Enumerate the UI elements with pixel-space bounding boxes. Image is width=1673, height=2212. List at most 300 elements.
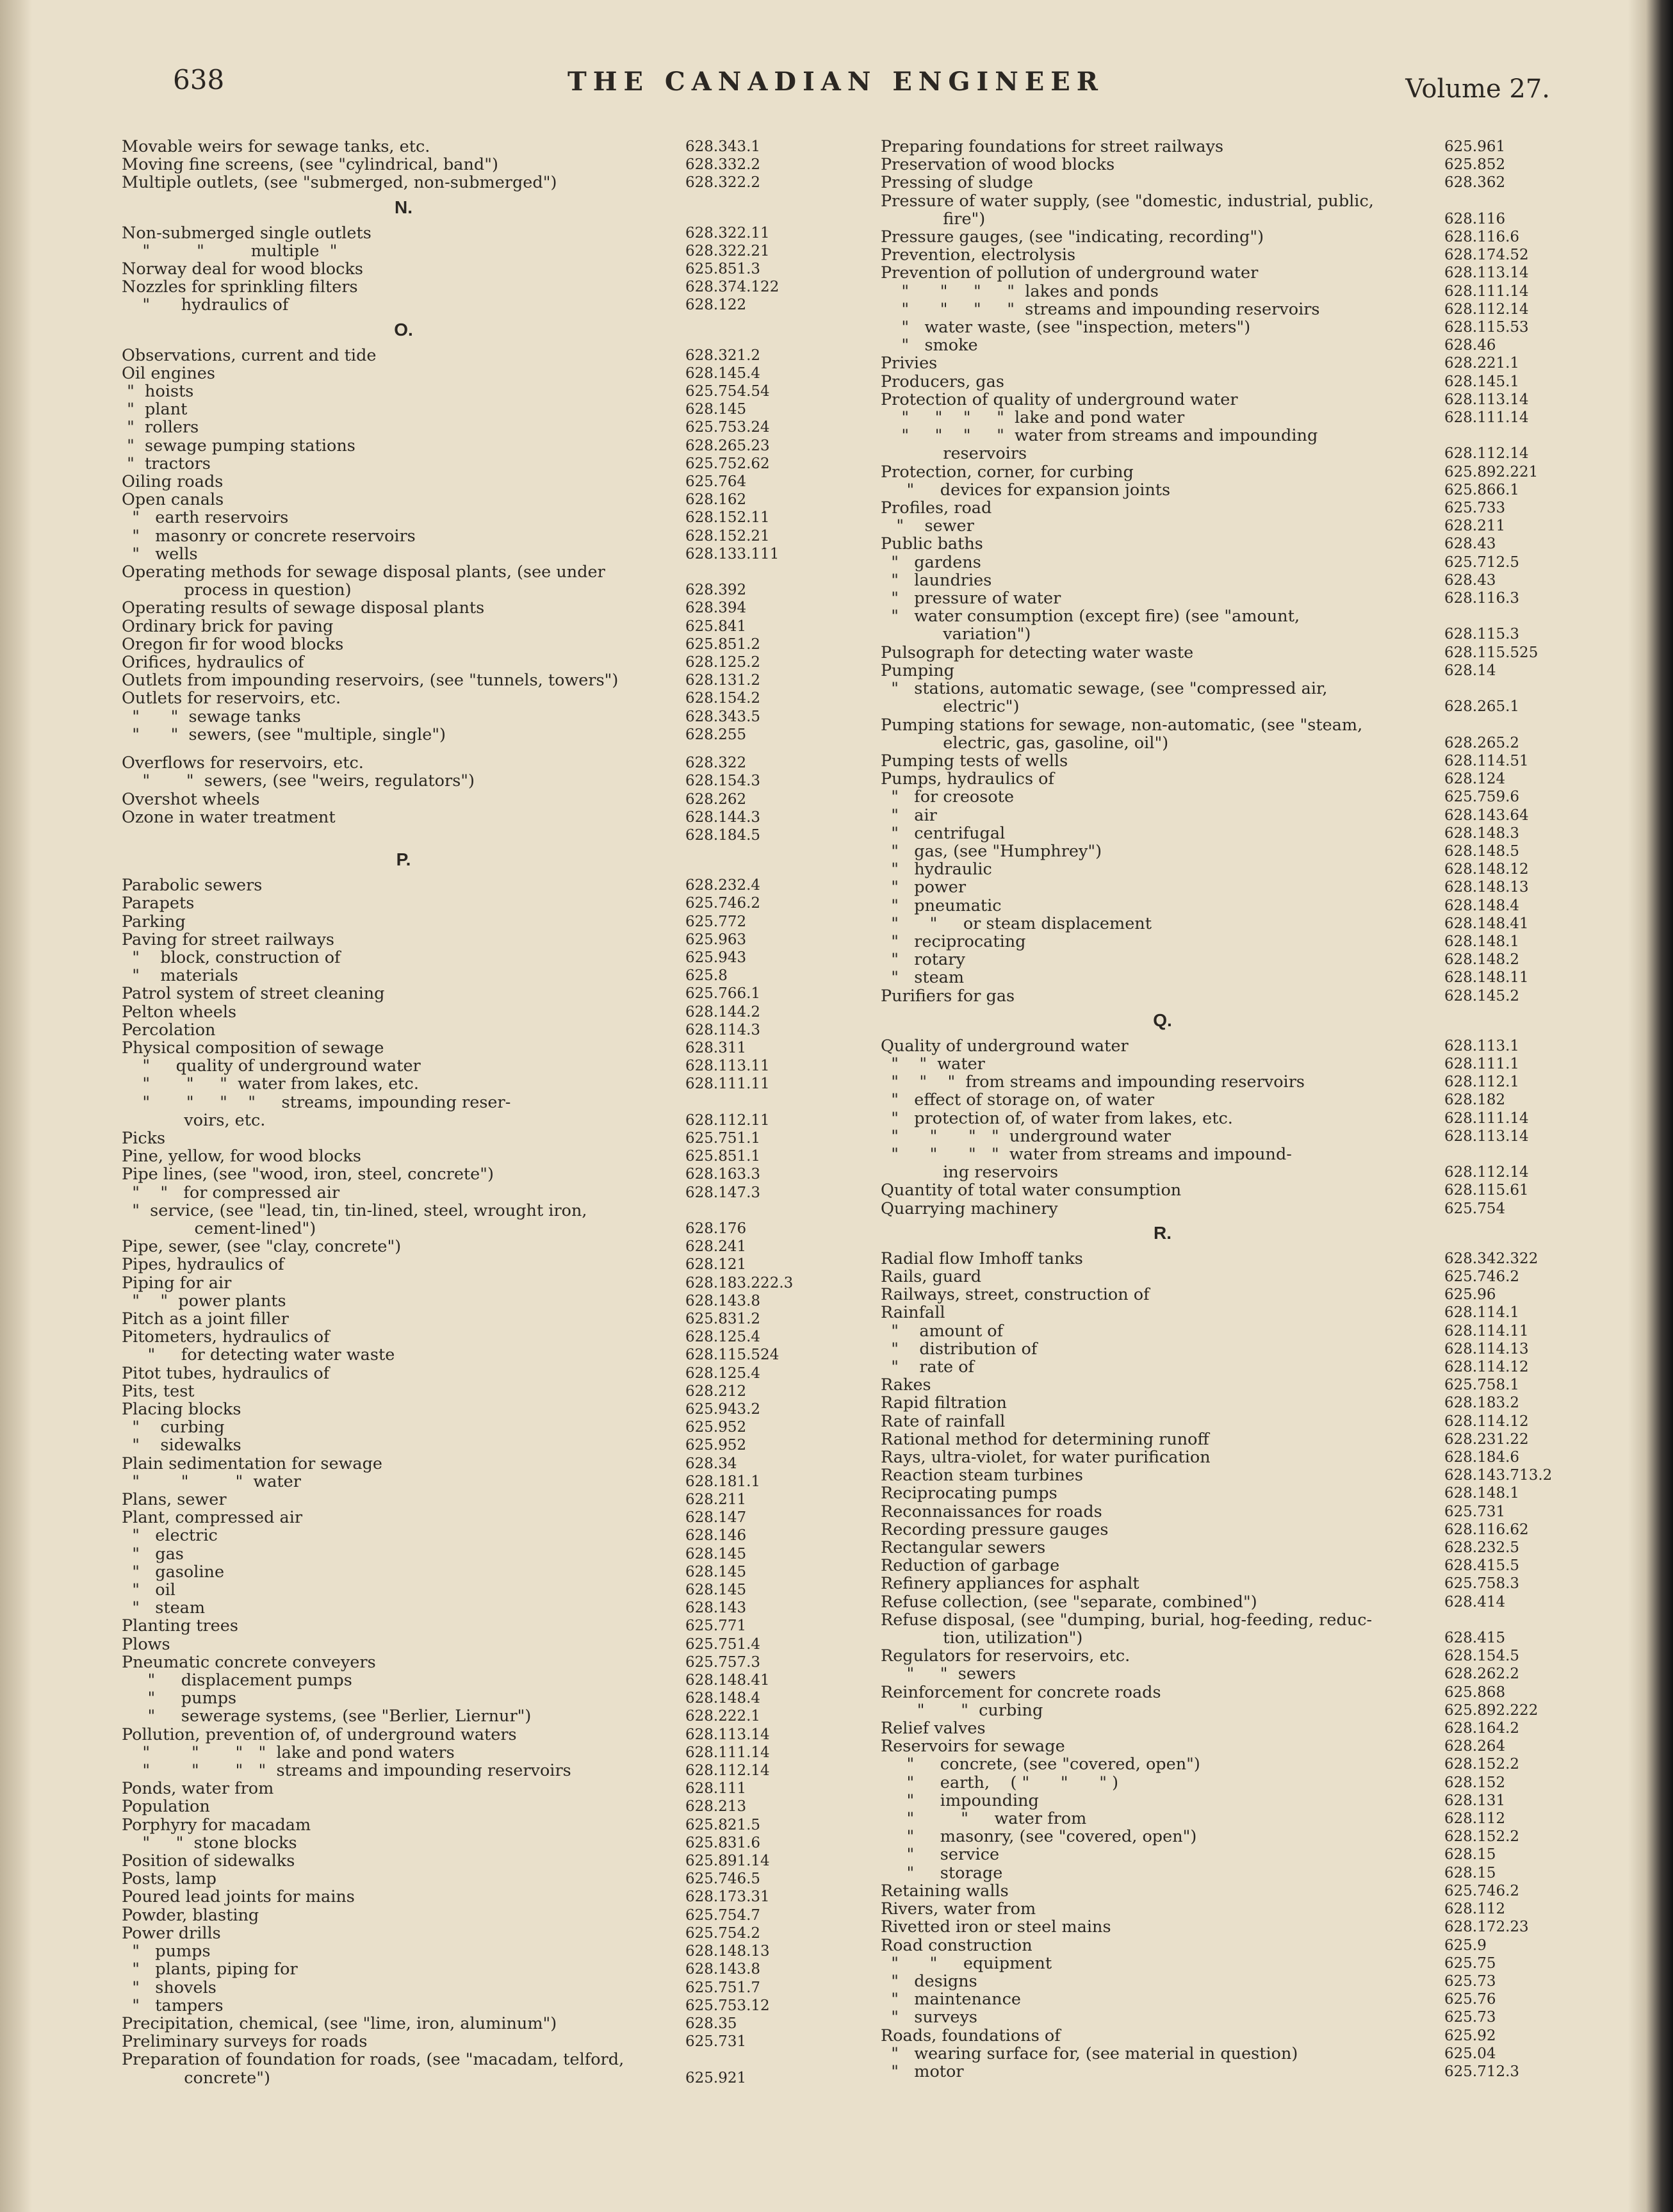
index-entry (881, 878, 1572, 896)
entry-class-number: 628.125.4 (685, 1364, 761, 1382)
index-entry (881, 589, 1572, 607)
entry-class-number: 625.754.7 (685, 1906, 761, 1924)
entry-term: " water waste, (see "inspection, meters") (881, 318, 1251, 337)
index-entry (881, 571, 1572, 589)
entry-class-number: 628.148.41 (685, 1672, 770, 1689)
entry-class-number: 628.164.2 (1444, 1720, 1520, 1737)
index-entry (881, 553, 1572, 571)
index-entry (881, 300, 1572, 318)
entry-class-number: 625.892.221 (1444, 463, 1538, 480)
entry-term: Ozone in water treatment (122, 808, 336, 826)
entry-term: " " equipment (881, 1954, 1052, 1972)
entry-class-number: 628.114.13 (1444, 1340, 1529, 1357)
entry-class-number: 628.146 (685, 1527, 747, 1544)
entry-term: Observations, current and tide (122, 346, 377, 365)
entry-term: " gas, (see "Humphrey") (881, 842, 1102, 861)
entry-class-number: 628.262.2 (1444, 1666, 1520, 1683)
entry-term: fire") (881, 209, 986, 229)
index-entry (122, 653, 813, 671)
index-entry (881, 1755, 1572, 1773)
entry-class-number: 628.183.2 (1444, 1395, 1520, 1412)
index-entry (881, 499, 1572, 517)
index-entry (881, 1954, 1572, 1972)
index-entry (881, 625, 1572, 643)
index-entry (122, 1094, 813, 1111)
entry-class-number: 625.92 (1444, 2027, 1496, 2044)
entry-class-number: 628.148.41 (1444, 915, 1529, 932)
book-spine-shadow (0, 0, 32, 2212)
entry-term: " pumps (122, 1942, 211, 1961)
index-entry (122, 1382, 813, 1400)
entry-class-number: 628.115.61 (1444, 1182, 1529, 1199)
entry-term: " " multiple " (122, 242, 338, 261)
entry-term: Rivetted iron or steel mains (881, 1918, 1111, 1937)
index-entry (881, 987, 1572, 1005)
index-entry (122, 296, 813, 314)
entry-term: cement-lined") (122, 1219, 316, 1238)
index-entry (881, 192, 1572, 210)
entry-term: " " " " lake and pond water (881, 409, 1185, 427)
entry-class-number: 625.841 (685, 618, 747, 635)
index-entry (881, 264, 1572, 282)
entry-spacer (122, 744, 813, 754)
entry-term: Quarrying machinery (881, 1199, 1058, 1218)
entry-term: Prevention, electrolysis (881, 246, 1076, 265)
entry-term: " gasoline (122, 1562, 225, 1582)
entry-term: " shovels (122, 1978, 216, 1997)
entry-class-number: 628.265.23 (685, 437, 770, 454)
index-entry (122, 1852, 813, 1870)
entry-class-number: 628.174.52 (1444, 247, 1529, 264)
index-entry (881, 1990, 1572, 2008)
entry-term: Pressure gauges, (see "indicating, recording") (881, 228, 1264, 247)
entry-term: " sewer (881, 517, 974, 536)
entry-term: " service (881, 1846, 1000, 1864)
entry-class-number: 625.772 (685, 913, 747, 930)
index-entry (122, 949, 813, 967)
entry-class-number: 625.852 (1444, 156, 1506, 174)
entry-term: " water consumption (except fire) (see "amount, (881, 607, 1300, 626)
entry-class-number: 625.943 (685, 949, 747, 966)
index-entry (881, 680, 1572, 698)
entry-class-number: 628.152.21 (685, 527, 770, 545)
entry-class-number: 628.241 (685, 1238, 747, 1256)
entry-term: " hydraulics of (122, 296, 289, 315)
index-entry (122, 1491, 813, 1509)
entry-class-number: 628.125.4 (685, 1329, 761, 1346)
entry-term: " earth, ( " " " ) (881, 1773, 1119, 1792)
entry-class-number: 628.145.4 (685, 365, 761, 382)
entry-class-number: 628.113.14 (685, 1726, 770, 1743)
index-entry (881, 1073, 1572, 1091)
entry-term: Radial flow Imhoff tanks (881, 1249, 1083, 1268)
entry-class-number: 628.162 (685, 491, 747, 509)
entry-term: Privies (881, 354, 938, 373)
entry-term: Regulators for reservoirs, etc. (881, 1647, 1130, 1666)
entry-class-number: 628.145 (685, 1563, 747, 1580)
entry-term: " materials (122, 967, 238, 985)
index-entry (881, 1181, 1572, 1199)
entry-term: " effect of storage on, of water (881, 1091, 1155, 1110)
entry-class-number: 628.154.3 (685, 773, 761, 790)
entry-term: " " sewers, (see "weirs, regulators") (122, 772, 475, 791)
entry-class-number: 628.262 (685, 791, 747, 808)
index-entry (122, 347, 813, 365)
entry-class-number: 625.952 (685, 1437, 747, 1454)
index-entry (881, 1145, 1572, 1163)
entry-term: " block, construction of (122, 948, 341, 967)
section-letter: P. (396, 849, 411, 870)
index-entry (881, 445, 1572, 463)
entry-term: " " sewage tanks (122, 707, 301, 726)
entry-class-number: 628.143.64 (1444, 807, 1529, 824)
index-entry (122, 1870, 813, 1888)
entry-class-number: 625.757.3 (685, 1653, 761, 1671)
entry-class-number: 628.321.2 (685, 347, 761, 364)
index-entry (122, 1202, 813, 1220)
entry-class-number: 628.116 (1444, 210, 1506, 227)
entry-class-number: 628.143.8 (685, 1961, 761, 1978)
entry-class-number: 628.154.2 (685, 690, 761, 707)
entry-term: Operating results of sewage disposal plants (122, 599, 485, 618)
index-entry (122, 1292, 813, 1310)
index-column-right (881, 138, 1572, 2081)
entry-term: " amount of (881, 1322, 1004, 1340)
index-entry (122, 985, 813, 1003)
entry-term: Parabolic sewers (122, 876, 263, 895)
entry-class-number: 625.766.1 (685, 985, 761, 1003)
entry-term: " wearing surface for, (see material in question) (881, 2044, 1298, 2063)
index-entry (881, 1593, 1572, 1611)
entry-term: Position of sidewalks (122, 1852, 295, 1871)
entry-term: " stations, automatic sewage, (see "compressed air, (881, 680, 1328, 698)
entry-term: " displacement pumps (122, 1671, 352, 1690)
index-entry (122, 894, 813, 912)
entry-class-number: 628.15 (1444, 1864, 1496, 1881)
entry-class-number: 625.712.3 (1444, 2063, 1520, 2080)
entry-term: Pollution, prevention of, of underground waters (122, 1725, 517, 1744)
index-entry (122, 455, 813, 473)
entry-term: concrete") (122, 2069, 270, 2087)
entry-term: Rapid filtration (881, 1394, 1007, 1413)
entry-term: Rate of rainfall (881, 1412, 1006, 1430)
index-entry (122, 382, 813, 400)
entry-class-number: 628.343.5 (685, 708, 761, 725)
index-entry (122, 1744, 813, 1762)
entry-term: Reduction of garbage (881, 1557, 1060, 1575)
index-entry (122, 1942, 813, 1960)
entry-term: Pumps, hydraulics of (881, 770, 1054, 789)
entry-term: Oiling roads (122, 473, 224, 491)
index-entry (122, 967, 813, 985)
entry-class-number: 628.115.525 (1444, 644, 1538, 661)
index-entry (881, 283, 1572, 300)
entry-term: Preparation of foundation for roads, (see "macadam, telford, (122, 2051, 624, 2069)
entry-term: Producers, gas (881, 372, 1004, 391)
index-entry (881, 535, 1572, 553)
index-entry (122, 1075, 813, 1093)
entry-term: " " " " lakes and ponds (881, 282, 1159, 300)
index-column-left (122, 138, 813, 2087)
entry-term: Rays, ultra-violet, for water purification (881, 1448, 1211, 1467)
entry-class-number: 628.148.13 (685, 1943, 770, 1960)
index-entry (122, 491, 813, 509)
index-entry (122, 1726, 813, 1744)
entry-class-number: 628.148.12 (1444, 861, 1529, 878)
index-entry (881, 463, 1572, 481)
entry-term: electric, gas, gasoline, oil") (881, 733, 1169, 752)
entry-term: Road construction (881, 1936, 1032, 1954)
entry-class-number: 628.111.14 (1444, 283, 1529, 300)
index-entry (122, 1129, 813, 1147)
index-entry (881, 1055, 1572, 1073)
index-entry (881, 1684, 1572, 1701)
index-entry (122, 1346, 813, 1364)
entry-term: Reaction steam turbines (881, 1466, 1083, 1485)
index-entry (122, 1400, 813, 1418)
entry-class-number: 625.943.2 (685, 1401, 761, 1418)
index-entry (122, 1979, 813, 1997)
index-entry (881, 1127, 1572, 1145)
index-entry (122, 437, 813, 455)
entry-term: " " power plants (122, 1291, 286, 1310)
entry-class-number: 628.181.1 (685, 1473, 761, 1490)
entry-term: Rainfall (881, 1304, 945, 1322)
index-entry (881, 1900, 1572, 1918)
index-entry (122, 599, 813, 617)
entry-class-number: 628.184.5 (685, 826, 761, 844)
entry-class-number: 625.9 (1444, 1937, 1487, 1954)
entry-term: reservoirs (881, 445, 1027, 463)
entry-class-number: 628.122 (685, 297, 747, 314)
entry-term: " air (881, 806, 937, 824)
entry-class-number: 625.851.1 (685, 1148, 761, 1165)
page-number: 638 (173, 64, 225, 95)
entry-term: " oil (122, 1581, 175, 1600)
entry-term: Pine, yellow, for wood blocks (122, 1147, 361, 1166)
entry-term: Open canals (122, 491, 224, 509)
entry-class-number: 628.114.1 (1444, 1304, 1520, 1322)
entry-term: " hydraulic (881, 860, 992, 879)
index-entry (122, 1798, 813, 1815)
entry-term: Overflows for reservoirs, etc. (122, 754, 364, 773)
index-entry (881, 1846, 1572, 1864)
entry-class-number: 628.145 (685, 1582, 747, 1599)
section-letter: N. (395, 197, 412, 217)
index-entry (122, 708, 813, 726)
entry-class-number: 628.148.1 (1444, 1485, 1520, 1502)
entry-class-number: 625.731 (685, 2033, 747, 2051)
entry-term: " " water (881, 1054, 985, 1074)
index-entry (122, 791, 813, 808)
index-entry (122, 931, 813, 949)
entry-class-number: 625.751.4 (685, 1635, 761, 1653)
index-entry (122, 563, 813, 581)
entry-term: Pipe, sewer, (see "clay, concrete") (122, 1238, 402, 1256)
entry-term: " " " " water from streams and impounding (881, 427, 1318, 445)
entry-term: Rakes (881, 1376, 931, 1395)
index-entry (122, 1834, 813, 1852)
entry-term: " for creosote (881, 788, 1015, 807)
entry-term: Pipe lines, (see "wood, iron, steel, concrete") (122, 1165, 494, 1184)
entry-term: Protection, corner, for curbing (881, 463, 1134, 481)
entry-class-number: 625.8 (685, 967, 728, 985)
entry-term: " " " water (122, 1472, 301, 1491)
entry-class-number: 628.211 (1444, 518, 1506, 535)
index-entry (122, 1436, 813, 1454)
index-entry (881, 1110, 1572, 1127)
entry-term: " maintenance (881, 1990, 1021, 2009)
index-entry (881, 842, 1572, 860)
entry-class-number: 625.96 (1444, 1286, 1496, 1304)
index-entry (881, 1304, 1572, 1322)
entry-class-number: 628.212 (685, 1382, 747, 1400)
entry-term: voirs, etc. (122, 1111, 266, 1129)
entry-class-number: 625.75 (1444, 1954, 1496, 1972)
entry-term: " power (881, 878, 967, 897)
entry-term: " wells (122, 545, 198, 564)
entry-class-number: 625.764 (685, 473, 747, 491)
entry-term: Rails, guard (881, 1267, 982, 1286)
index-entry (122, 545, 813, 563)
entry-term: " pressure of water (881, 589, 1061, 608)
entry-class-number: 628.114.12 (1444, 1413, 1529, 1430)
entry-term: Rational method for determining runoff (881, 1430, 1209, 1449)
index-entry (881, 1792, 1572, 1810)
entry-class-number: 625.921 (685, 2069, 747, 2086)
entry-class-number: 625.868 (1444, 1684, 1506, 1701)
entry-class-number: 628.131.2 (685, 672, 761, 689)
entry-term: Quality of underground water (881, 1036, 1129, 1055)
index-entry (881, 734, 1572, 752)
entry-term: " designs (881, 1972, 977, 1991)
index-entry (881, 1413, 1572, 1430)
entry-term: ing reservoirs (881, 1163, 1059, 1182)
entry-term: " " " " streams, impounding reser- (122, 1093, 511, 1111)
index-entry (881, 1972, 1572, 1990)
entry-class-number: 625.963 (685, 931, 747, 948)
entry-class-number: 628.147.3 (685, 1184, 761, 1201)
entry-class-number: 628.113.14 (1444, 391, 1529, 408)
entry-term: Moving fine screens, (see "cylindrical, band") (122, 156, 498, 174)
index-entry (122, 1455, 813, 1473)
entry-class-number: 628.322.21 (685, 242, 770, 259)
index-entry (122, 1581, 813, 1599)
index-entry (122, 138, 813, 156)
entry-term: " plant (122, 400, 188, 419)
entry-class-number: 628.113.1 (1444, 1037, 1520, 1054)
entry-term: Parking (122, 912, 186, 931)
entry-class-number: 628.154.5 (1444, 1648, 1520, 1665)
entry-class-number: 625.866.1 (1444, 481, 1520, 498)
entry-term: " hoists (122, 382, 194, 401)
entry-class-number: 628.152 (1444, 1774, 1506, 1791)
index-entry (881, 1200, 1572, 1218)
index-entry (881, 1918, 1572, 1936)
entry-term: Profiles, road (881, 499, 992, 518)
index-entry (122, 1364, 813, 1382)
entry-term: " impounding (881, 1791, 1039, 1810)
index-entry (122, 1888, 813, 1906)
entry-class-number: 628.113.14 (1444, 265, 1529, 282)
entry-term: " rollers (122, 418, 199, 437)
index-entry (881, 2045, 1572, 2063)
index-entry (122, 1238, 813, 1256)
index-entry (122, 772, 813, 790)
entry-term: Purifiers for gas (881, 987, 1015, 1005)
entry-class-number: 628.112.14 (685, 1762, 770, 1780)
entry-term: " pneumatic (881, 896, 1002, 915)
entry-class-number: 628.114.11 (1444, 1322, 1529, 1339)
entry-class-number: 625.754 (1444, 1200, 1506, 1217)
entry-term: Plows (122, 1635, 170, 1653)
index-entry (881, 807, 1572, 824)
index-entry (881, 1268, 1572, 1286)
entry-term: " quality of underground water (122, 1057, 421, 1076)
index-entry (881, 716, 1572, 734)
entry-term: Placing blocks (122, 1400, 241, 1419)
entry-term: " for detecting water waste (122, 1346, 395, 1364)
entry-term: Ordinary brick for paving (122, 617, 334, 635)
index-entry (881, 1503, 1572, 1521)
index-entry (881, 1358, 1572, 1376)
entry-term: " " " water from lakes, etc. (122, 1075, 419, 1094)
entry-term: Refinery appliances for asphalt (881, 1575, 1139, 1593)
entry-class-number: 625.751.1 (685, 1129, 761, 1147)
page-edge-shadow (1628, 0, 1673, 2212)
entry-class-number: 625.892.222 (1444, 1701, 1538, 1719)
entry-term: Pipes, hydraulics of (122, 1256, 284, 1274)
entry-class-number: 628.343.1 (685, 138, 761, 155)
entry-class-number: 628.394 (685, 600, 747, 617)
index-entry (122, 1997, 813, 2015)
index-entry (881, 1665, 1572, 1683)
entry-term: " " " " lake and pond waters (122, 1743, 455, 1762)
entry-class-number: 628.112.14 (1444, 300, 1529, 318)
entry-class-number: 628.213 (685, 1798, 747, 1815)
section-letter: R. (1154, 1222, 1171, 1243)
entry-class-number: 628.116.3 (1444, 590, 1520, 607)
entry-term: Refuse disposal, (see "dumping, burial, hog-feeding, reduc- (881, 1610, 1373, 1630)
entry-class-number: 628.111.1 (1444, 1055, 1520, 1072)
entry-class-number: 628.221.1 (1444, 355, 1520, 372)
entry-class-number: 628.232.4 (685, 877, 761, 894)
index-entry (122, 1924, 813, 1942)
entry-class-number: 628.362 (1444, 174, 1506, 192)
index-entry (881, 1340, 1572, 1358)
entry-class-number: 625.754.54 (685, 383, 770, 400)
entry-term: Pitot tubes, hydraulics of (122, 1364, 330, 1382)
index-entry (122, 242, 813, 260)
index-entry (881, 1737, 1572, 1755)
index-entry (881, 1539, 1572, 1557)
entry-term: " distribution of (881, 1339, 1038, 1358)
entry-class-number: 628.121 (685, 1256, 747, 1274)
index-entry (122, 2033, 813, 2051)
index-entry (122, 1509, 813, 1527)
entry-class-number: 625.758.3 (1444, 1575, 1520, 1593)
index-entry (881, 336, 1572, 354)
index-entry (122, 1021, 813, 1039)
entry-class-number: 628.147 (685, 1509, 747, 1527)
entry-term: " steam (122, 1599, 206, 1618)
entry-term: " " stone blocks (122, 1833, 297, 1853)
entry-term: Precipitation, chemical, (see "lime, iron, aluminum") (122, 2014, 557, 2033)
entry-term: Norway deal for wood blocks (122, 260, 363, 279)
section-letter: Q. (1153, 1010, 1172, 1030)
entry-term: Pressing of sludge (881, 174, 1033, 192)
entry-class-number: 628.115.53 (1444, 319, 1529, 336)
